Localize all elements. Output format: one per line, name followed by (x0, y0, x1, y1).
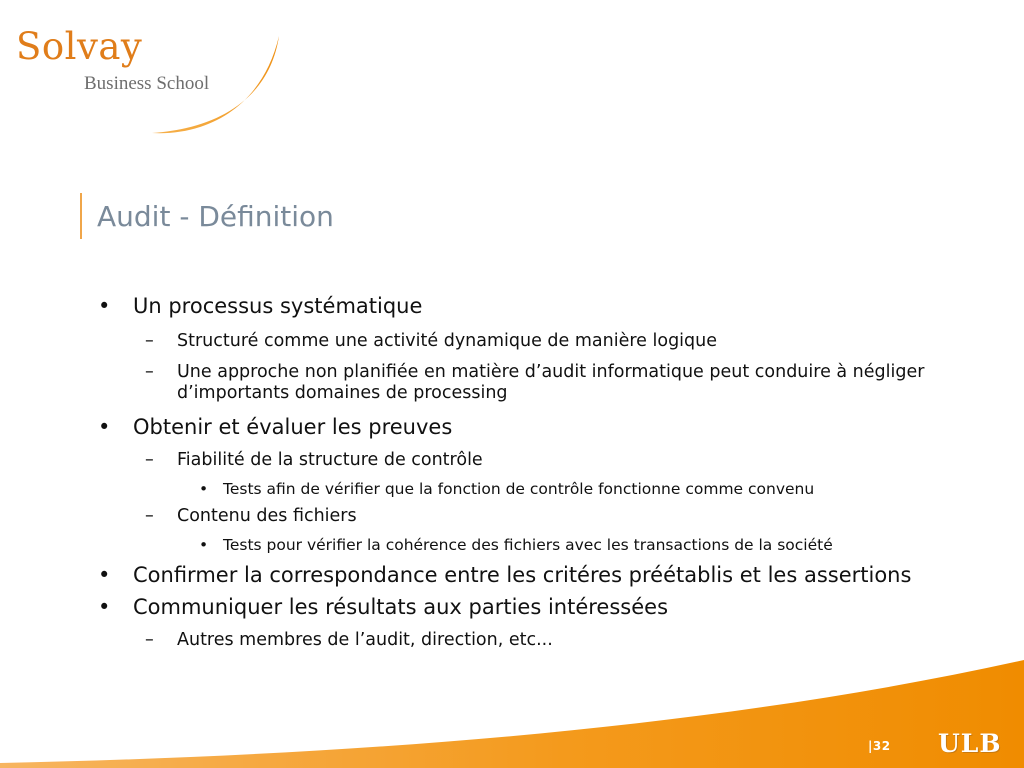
sub-sub-bullet-text: Tests afin de vérifier que la fonction de contrôle fonctionne comme convenu (223, 480, 815, 498)
page-number: |32 (868, 739, 891, 753)
sub-sub-bullet-text: Tests pour vérifier la cohérence des fichiers avec les transactions de la société (223, 536, 833, 554)
slide-title: Audit - Définition (97, 200, 334, 233)
sub-sub-bullet-item (199, 536, 833, 555)
dash-marker: – (145, 506, 154, 526)
title-accent-bar (80, 193, 82, 239)
bullet-marker: • (98, 563, 111, 587)
dash-marker: – (145, 630, 154, 650)
bullet-marker: • (98, 294, 111, 318)
sub-bullet-item (145, 450, 483, 471)
sub-bullet-item (145, 331, 718, 352)
sub-bullet-item (145, 362, 925, 403)
bullet-marker: • (199, 480, 209, 498)
bullet-item (98, 415, 453, 440)
dash-marker: – (145, 362, 154, 382)
bullet-text: Obtenir et évaluer les preuves (133, 415, 453, 439)
sub-bullet-text: Structuré comme une activité dynamique de manière logique (177, 331, 718, 351)
logo-brand-text: Solvay (16, 25, 143, 68)
bullet-item (98, 595, 669, 620)
sub-bullet-text: Autres membres de l’audit, direction, etc... (177, 630, 553, 650)
sub-bullet-text: Fiabilité de la structure de contrôle (177, 450, 483, 470)
dash-marker: – (145, 331, 154, 351)
dash-marker: – (145, 450, 154, 470)
bullet-text: Communiquer les résultats aux parties intéressées (133, 595, 669, 619)
bullet-text: Confirmer la correspondance entre les critéres préétablis et les assertions (133, 563, 912, 587)
sub-bullet-text: Une approche non planifiée en matière d’audit informatique peut conduire à négliger d’importants domaines de processing (177, 362, 925, 403)
bullet-marker: • (98, 595, 111, 619)
ulb-logo: ULB (938, 729, 1002, 758)
sub-bullet-item (145, 506, 357, 527)
logo-school-text: Business School (84, 73, 210, 94)
solvay-logo (0, 0, 300, 145)
bullet-marker: • (98, 415, 111, 439)
bullet-text: Un processus systématique (133, 294, 423, 318)
bullet-marker: • (199, 536, 209, 554)
bullet-item (98, 294, 423, 319)
sub-sub-bullet-item (199, 480, 815, 499)
sub-bullet-text: Contenu des fichiers (177, 506, 357, 526)
bullet-item (98, 563, 912, 588)
